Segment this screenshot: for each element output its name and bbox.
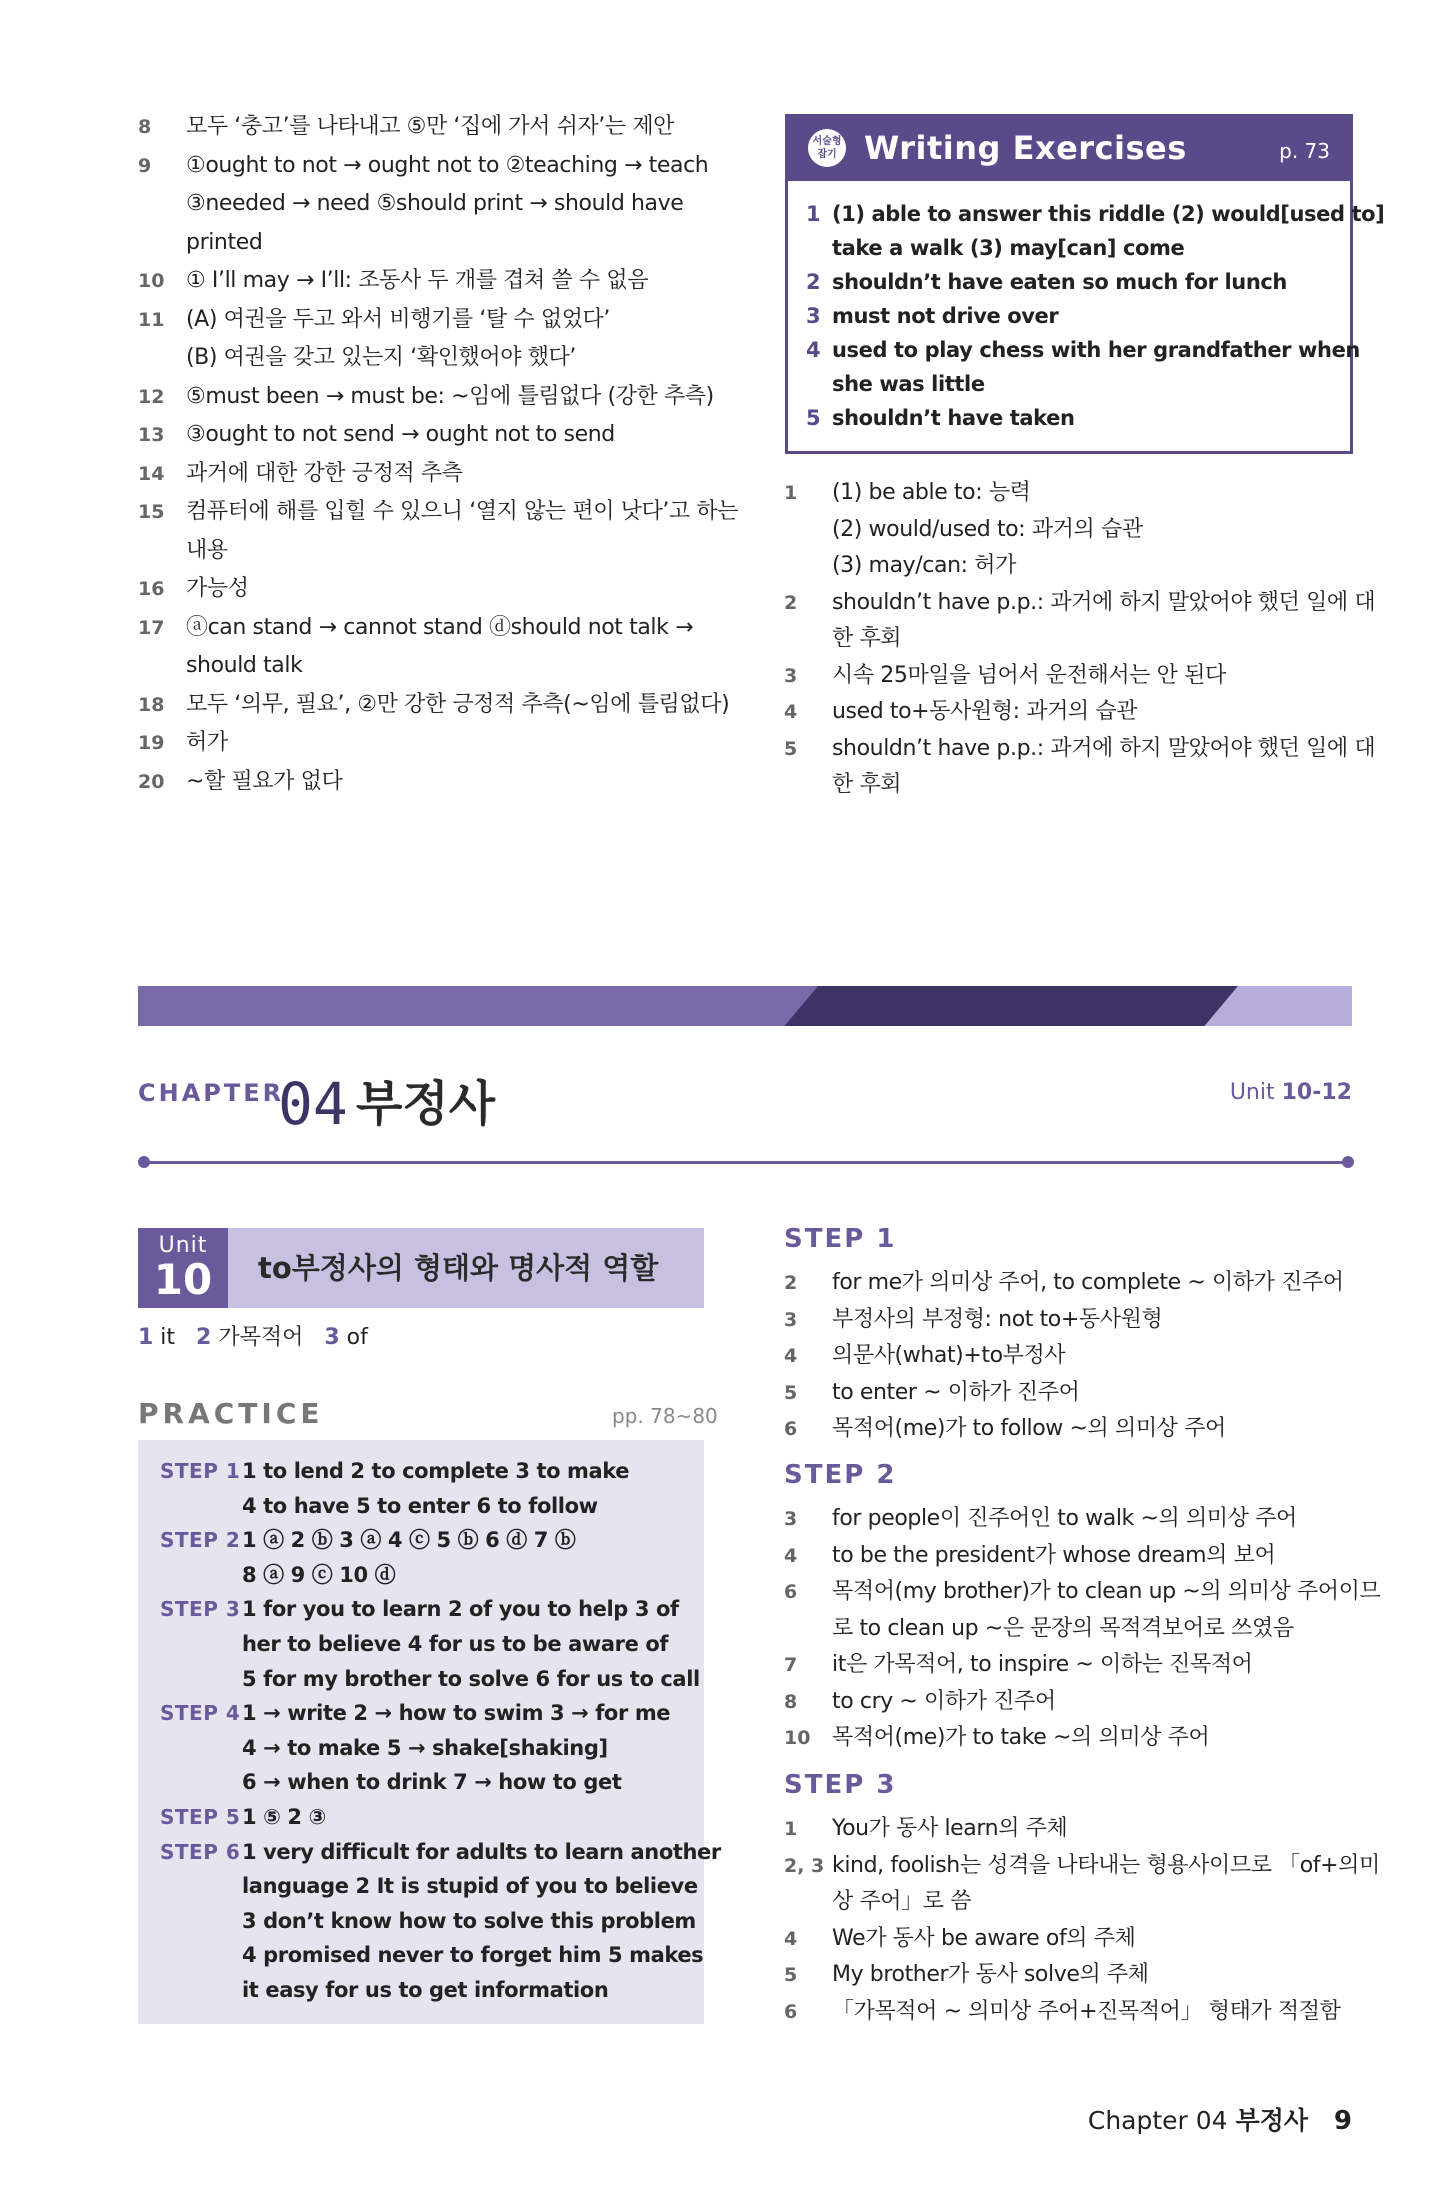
practice-answer-line: 4 promised never to forget him 5 makes [242, 1943, 704, 1968]
step-item-number: 10 [784, 1727, 811, 1749]
practice-answer-line: 4 → to make 5 → shake[shaking] [242, 1735, 608, 1760]
explanation-number: 2 [784, 591, 798, 614]
answer-line: printed [186, 229, 263, 255]
footer-chapter-title: 부정사 [1235, 2106, 1308, 2135]
answer-line: ③needed → need ⑤should print → should have [186, 191, 684, 216]
answer-line: ⓐcan stand → cannot stand ⓓshould not talk → [186, 614, 694, 640]
explanation-line: 한 후회 [832, 626, 902, 651]
step-item-number: 7 [784, 1654, 798, 1676]
step-item-number: 8 [784, 1690, 798, 1713]
practice-step-label: STEP 5 [160, 1805, 241, 1829]
practice-answer-line: it easy for us to get information [242, 1978, 609, 2002]
practice-answer-line: 1 → write 2 → how to swim 3 → for me [242, 1701, 671, 1726]
step-item-line: 상 주어」로 씀 [832, 1889, 972, 1914]
answer-number: 12 [138, 385, 165, 408]
exercise-line: shouldn’t have eaten so much for lunch [832, 270, 1287, 294]
step-item-line: for people이 진주어인 to walk ~의 의미상 주어 [832, 1506, 1297, 1531]
practice-answer-line: 3 don’t know how to solve this problem [242, 1908, 696, 1933]
answer-number: 8 [138, 116, 152, 138]
step-item-line: 부정사의 부정형: not to+동사원형 [832, 1306, 1163, 1332]
step-item-line: You가 동사 learn의 주체 [832, 1816, 1068, 1841]
answer-line: ① I’ll may → I’ll: 조동사 두 개를 겹쳐 쓸 수 없음 [186, 268, 649, 293]
practice-step-label: STEP 2 [160, 1528, 241, 1553]
step-heading: STEP 1 [784, 1224, 897, 1254]
practice-answer-line: her to believe 4 for us to be aware of [242, 1632, 669, 1656]
answer-line: 허가 [186, 730, 228, 755]
practice-answer-line: 4 to have 5 to enter 6 to follow [242, 1493, 598, 1518]
explanation-line: shouldn’t have p.p.: 과거에 하지 말았어야 했던 일에 대 [832, 589, 1376, 615]
practice-step-label: STEP 1 [160, 1459, 241, 1483]
answer-number: 16 [138, 578, 165, 600]
explanation-line: used to+동사원형: 과거의 습관 [832, 699, 1138, 724]
unit-answer-number: 2 [196, 1325, 212, 1350]
practice-answer-line: language 2 It is stupid of you to believe [242, 1874, 698, 1899]
writing-badge-icon: 서술형 잡기 [808, 129, 846, 167]
exercise-line: (1) able to answer this riddle (2) would[used to] [832, 202, 1385, 226]
step-item-line: to enter ~ 이하가 진주어 [832, 1379, 1080, 1405]
step-item-line: to cry ~ 이하가 진주어 [832, 1688, 1056, 1714]
step-item-line: 목적어(me)가 to take ~의 의미상 주어 [832, 1725, 1210, 1750]
step-item-line: 의문사(what)+to부정사 [832, 1343, 1066, 1368]
practice-answer-line: 1 very difficult for adults to learn another [242, 1839, 721, 1864]
answer-number: 13 [138, 424, 165, 446]
answer-line: 내용 [186, 537, 228, 563]
answer-line: 가능성 [186, 576, 249, 601]
exercise-line: she was little [832, 372, 985, 396]
chapter-label: CHAPTER [138, 1079, 285, 1107]
step-item-line: for me가 의미상 주어, to complete ~ 이하가 진주어 [832, 1270, 1344, 1295]
answer-line: (A) 여권을 두고 와서 비행기를 ‘탈 수 없었다’ [186, 306, 610, 332]
practice-title: PRACTICE [138, 1397, 324, 1430]
explanation-number: 5 [784, 737, 798, 760]
practice-answer-line: 1 ⑤ 2 ③ [242, 1805, 326, 1829]
practice-pages: pp. 78~80 [612, 1404, 718, 1428]
exercise-line: shouldn’t have taken [832, 406, 1075, 430]
exercise-number: 3 [806, 304, 821, 328]
step-item-line: 「가목적어 ~ 의미상 주어+진목적어」 형태가 적절함 [832, 1998, 1341, 2024]
unit-range [1230, 1078, 1352, 1108]
unit-answer-text: it [153, 1325, 176, 1350]
unit-10-header [138, 1228, 704, 1308]
step-item-number: 4 [784, 1927, 798, 1950]
unit-range-value: 10-12 [1281, 1080, 1352, 1105]
explanation-number: 4 [784, 701, 798, 723]
answer-number: 18 [138, 693, 165, 716]
step-heading: STEP 3 [784, 1770, 897, 1800]
step-item-line: 목적어(me)가 to follow ~의 의미상 주어 [832, 1416, 1226, 1441]
practice-answer-line: 8 ⓐ 9 ⓒ 10 ⓓ [242, 1562, 396, 1587]
answer-line: 과거에 대한 강한 긍정적 추측 [186, 460, 463, 486]
step-item-line: We가 동사 be aware of의 주체 [832, 1925, 1136, 1951]
practice-step-label: STEP 6 [160, 1839, 241, 1864]
answer-number: 15 [138, 501, 165, 523]
practice-step-label: STEP 4 [160, 1701, 241, 1726]
answer-line: ⑤must been → must be: ~임에 틀림없다 (강한 추측) [186, 383, 714, 409]
step-item-number: 5 [784, 1381, 798, 1404]
step-item-line: it은 가목적어, to inspire ~ 이하는 진목적어 [832, 1652, 1253, 1677]
exercise-line: used to play chess with her grandfather when [832, 338, 1360, 362]
step-item-number: 6 [784, 1418, 798, 1440]
practice-step-label: STEP 3 [160, 1597, 241, 1622]
step-item-number: 4 [784, 1345, 798, 1367]
exercise-number: 4 [806, 338, 821, 362]
explanation-line: 한 후회 [832, 772, 902, 797]
step-item-line: kind, foolish는 성격을 나타내는 형용사이므로 「of+의미 [832, 1852, 1380, 1878]
unit-word: Unit [158, 1233, 208, 1258]
answer-line: ③ought to not send → ought not to send [186, 422, 615, 447]
unit-answer-number: 3 [324, 1325, 340, 1350]
answer-number: 9 [138, 154, 152, 177]
practice-answer-line: 1 to lend 2 to complete 3 to make [242, 1459, 630, 1483]
step-item-number: 6 [784, 1581, 798, 1603]
answer-number: 10 [138, 270, 165, 292]
unit-answer-text: of [339, 1325, 368, 1350]
step-item-line: 목적어(my brother)가 to clean up ~의 의미상 주어이므 [832, 1579, 1381, 1604]
explanation-number: 3 [784, 664, 798, 687]
step-item-number: 1 [784, 1818, 798, 1840]
page-number: 9 [1333, 2106, 1352, 2136]
answer-line: 모두 ‘충고’를 나타내고 ⑤만 ‘집에 가서 쉬자’는 제안 [186, 114, 675, 139]
unit-tab [138, 1228, 228, 1308]
chapter-divider [140, 1161, 1350, 1164]
answer-line: 컴퓨터에 해를 입힐 수 있으니 ‘열지 않는 편이 낫다’고 하는 [186, 499, 739, 524]
writing-exercises-box [785, 114, 1385, 454]
answer-number: 11 [138, 308, 165, 331]
answer-line: 모두 ‘의무, 필요’, ②만 강한 긍정적 추측(~임에 틀림없다) [186, 691, 730, 717]
answer-number: 20 [138, 770, 165, 793]
unit-title: to부정사의 형태와 명사적 역할 [258, 1251, 659, 1285]
step-item-number: 3 [784, 1308, 798, 1331]
exercise-number: 1 [806, 202, 821, 226]
explanation-line: 시속 25마일을 넘어서 운전해서는 안 된다 [832, 662, 1226, 688]
unit-answer-number: 1 [138, 1325, 154, 1350]
practice-answer-line: 6 → when to drink 7 → how to get [242, 1770, 622, 1795]
answer-number: 19 [138, 732, 165, 754]
writing-exercises-title: Writing Exercises [864, 129, 1187, 167]
answer-number: 14 [138, 462, 165, 485]
exercise-number: 5 [806, 406, 821, 430]
step-heading: STEP 2 [784, 1460, 897, 1490]
chapter-banner-band [138, 986, 1352, 1026]
practice-answer-line: 5 for my brother to solve 6 for us to call [242, 1666, 700, 1691]
step-item-line: My brother가 동사 solve의 주체 [832, 1962, 1149, 1987]
exercise-number: 2 [806, 270, 821, 294]
divider-dot-right [1342, 1156, 1354, 1168]
answer-line: should talk [186, 653, 303, 678]
step-item-line: to be the president가 whose dream의 보어 [832, 1542, 1276, 1568]
footer-chapter [1088, 2104, 1308, 2138]
writing-exercises-page: p. 73 [1279, 139, 1330, 163]
step-item-number: 2 [784, 1272, 798, 1294]
answer-number: 17 [138, 616, 165, 639]
practice-answer-line: 1 ⓐ 2 ⓑ 3 ⓐ 4 ⓒ 5 ⓑ 6 ⓓ 7 ⓑ [242, 1528, 576, 1553]
footer-chapter-label: Chapter 04 [1087, 2106, 1228, 2135]
exercise-line: take a walk (3) may[can] come [832, 236, 1185, 260]
chapter-title: 부정사 [356, 1076, 496, 1132]
practice-answer-line: 1 for you to learn 2 of you to help 3 of [242, 1597, 679, 1622]
explanation-number: 1 [784, 482, 798, 504]
unit-range-label: Unit [1229, 1080, 1275, 1105]
answer-line: (B) 여권을 갖고 있는지 ‘확인했어야 했다’ [186, 345, 576, 370]
chapter-number: 04 [278, 1070, 348, 1138]
unit-number: 10 [153, 1255, 213, 1304]
practice-box [138, 1440, 721, 2024]
answer-line: ①ought to not → ought not to ②teaching → teach [186, 152, 709, 178]
unit-answer-text: 가목적어 [211, 1325, 304, 1350]
divider-dot-left [138, 1156, 150, 1168]
step-item-number: 5 [784, 1964, 798, 1986]
writing-exercises-header [788, 117, 1350, 181]
step-item-line: 로 to clean up ~은 문장의 목적격보어로 쓰였음 [832, 1615, 1294, 1641]
explanation-line: (2) would/used to: 과거의 습관 [832, 516, 1143, 542]
exercise-line: must not drive over [832, 304, 1059, 328]
explanation-line: shouldn’t have p.p.: 과거에 하지 말았어야 했던 일에 대 [832, 735, 1376, 761]
explanation-line: (1) be able to: 능력 [832, 480, 1031, 505]
step-item-number: 4 [784, 1544, 798, 1567]
explanation-line: (3) may/can: 허가 [832, 553, 1016, 578]
step-item-number: 2, 3 [784, 1854, 825, 1877]
step-item-number: 6 [784, 2000, 798, 2023]
unit-10-answers [138, 1320, 368, 1356]
step-item-number: 3 [784, 1508, 798, 1530]
answer-line: ~할 필요가 없다 [186, 768, 343, 794]
